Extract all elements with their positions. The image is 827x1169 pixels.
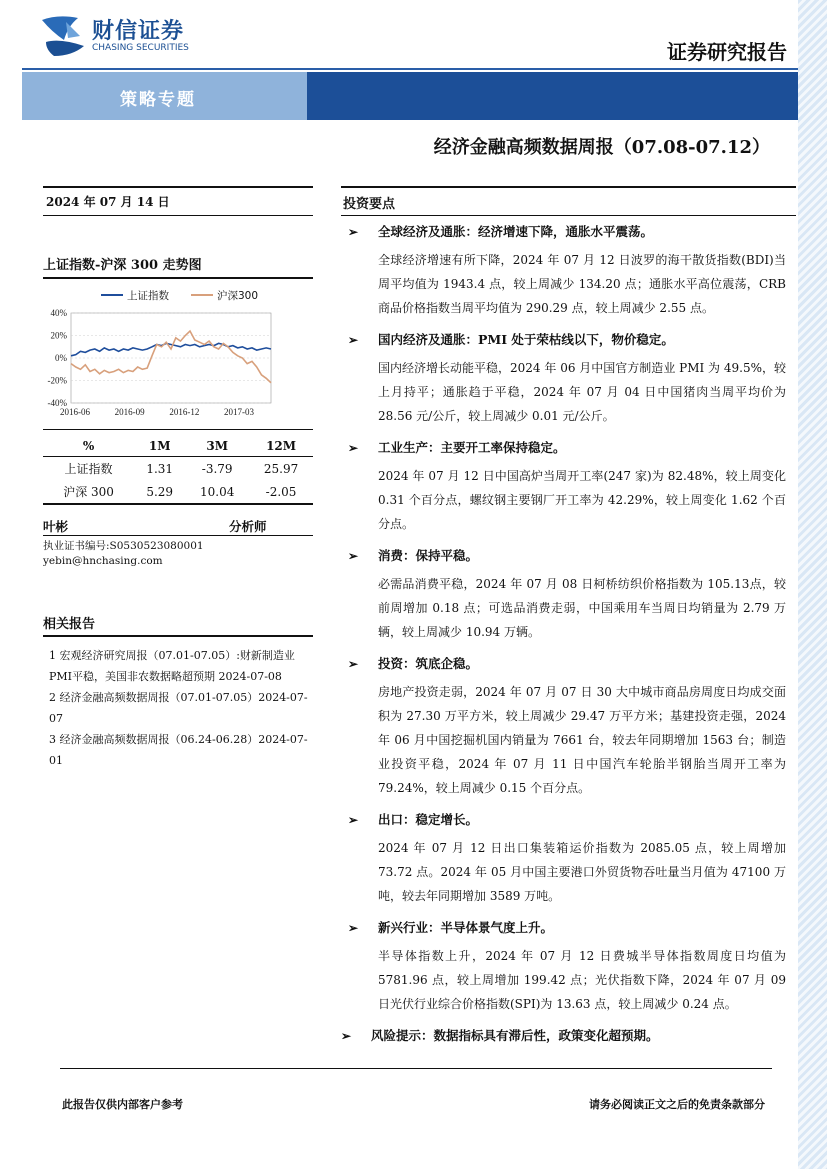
footer-disclaimer: 请务必阅读正文之后的免责条款部分	[589, 1098, 765, 1111]
key-point-body: 国内经济增长动能平稳，2024 年 06 月中国官方制造业 PMI 为 49.5%，较上月持平；通胀趋于平稳，2024 年 07 月 04 日中国猪肉当周平均价为 28.56 元/公斤，较上周减少 0.01 元/公斤。	[378, 361, 786, 423]
key-point	[341, 654, 796, 800]
risk-label: 风险提示：数据指标具有滞后性，政策变化超预期。	[371, 1028, 659, 1043]
y-tick-label: -20%	[47, 375, 67, 386]
table-header-cell: 1M	[148, 439, 171, 453]
x-tick-label: 2016-06	[60, 407, 90, 417]
logo-mark-icon	[38, 12, 88, 58]
table-header-cell: %	[82, 439, 95, 453]
key-point	[341, 222, 796, 320]
related-report-link[interactable]: 3 经济金融高频数据周报（06.24-06.28）2024-07-01	[49, 733, 308, 767]
key-point-heading: 消费：保持平稳。	[378, 548, 479, 563]
key-point-title	[341, 438, 796, 458]
key-point-heading: 出口：稳定增长。	[378, 812, 479, 827]
key-point-body: 必需品消费平稳，2024 年 07 月 08 日柯桥纺织价格指数为 105.13点，较前周增加 0.18 点；可选品消费走弱，中国乘用车当周日均销量为 2.79 万辆，较上周减少 10.94 万辆。	[378, 577, 786, 639]
left-sidebar	[43, 186, 313, 771]
arrow-bullet-icon: ➢	[348, 333, 359, 347]
key-point-title	[341, 222, 796, 242]
header-divider	[22, 68, 798, 70]
key-point-body: 全球经济增速有所下降，2024 年 07 月 12 日波罗的海干散货指数(BDI)当周平均值为 1943.4 点，较上周减少 134.20 点；通胀水平高位震荡，CRB 商品价格指数当周平均值为 290.29 点，较上周减少 2.55 点。	[378, 253, 786, 315]
table-cell: -3.79	[201, 461, 233, 476]
key-point-body: 2024 年 07 月 12 日出口集装箱运价指数为 2085.05 点，较上周增加 73.72 点。2024 年 05 月中国主要港口外贸货物吞吐量当月值为 47100 万吨，较去年同期增加 3589 万吨。	[378, 841, 786, 903]
performance-table	[43, 436, 313, 505]
related-reports-list	[43, 645, 313, 771]
key-point-title	[341, 918, 796, 938]
main-content	[341, 186, 796, 1046]
chart-title: 上证指数-沪深 300 走势图	[43, 258, 202, 273]
legend-label: 沪深300	[217, 290, 259, 302]
series-line	[71, 331, 271, 383]
key-point	[341, 546, 796, 644]
y-tick-label: 0%	[55, 353, 67, 363]
index-trend-chart	[43, 279, 313, 429]
arrow-bullet-icon: ➢	[348, 549, 359, 563]
related-report-link[interactable]: 1 宏观经济研究周报（07.01-07.05）:财新制造业PMI平稳，美国非农数据略超预期 2024-07-08	[49, 649, 295, 683]
banner-label: 策略专题	[120, 90, 196, 110]
arrow-bullet-icon: ➢	[348, 657, 359, 671]
x-tick-label: 2017-03	[224, 407, 254, 417]
y-tick-label: 20%	[50, 330, 67, 341]
key-point	[341, 330, 796, 428]
table-cell: 上证指数	[64, 462, 113, 476]
arrow-bullet-icon: ➢	[348, 813, 359, 827]
divider	[43, 535, 313, 536]
table-cell: 10.04	[200, 484, 235, 499]
key-point-heading: 全球经济及通胀：经济增速下降，通胀水平震荡。	[378, 224, 654, 239]
key-point-title	[341, 654, 796, 674]
footer-note: 此报告仅供内部客户参考	[62, 1098, 183, 1111]
report-date: 2024 年 07 月 14 日	[46, 195, 170, 209]
y-tick-label: 40%	[50, 308, 67, 318]
analyst-name: 叶彬	[43, 519, 69, 534]
table-cell: -2.05	[265, 484, 297, 499]
key-point-heading: 工业生产：主要开工率保持稳定。	[378, 440, 566, 455]
table-cell: 5.29	[146, 484, 174, 499]
key-point-heading: 投资：筑底企稳。	[378, 656, 479, 671]
table-row	[43, 457, 313, 481]
arrow-bullet-icon: ➢	[348, 921, 359, 935]
divider	[43, 215, 313, 216]
table-header-cell: 3M	[206, 439, 229, 453]
related-report-link[interactable]: 2 经济金融高频数据周报（07.01-07.05）2024-07-07	[49, 691, 308, 725]
banner-left-block	[22, 72, 307, 120]
section-heading: 投资要点	[343, 197, 396, 212]
divider	[341, 215, 796, 216]
category-banner	[22, 72, 798, 120]
key-point-title	[341, 546, 796, 566]
divider	[43, 429, 313, 430]
footer-divider	[60, 1068, 772, 1069]
table-header-cell: 12M	[266, 439, 297, 453]
legend-label: 上证指数	[127, 290, 169, 302]
key-point	[341, 810, 796, 908]
analyst-cert: 执业证书编号:S0530523080001	[43, 540, 204, 552]
trend-chart-svg	[43, 279, 313, 429]
x-tick-label: 2016-12	[169, 407, 200, 417]
related-reports-heading: 相关报告	[43, 617, 96, 632]
divider	[43, 635, 313, 637]
company-logo	[38, 12, 198, 60]
table-cell: 25.97	[263, 461, 299, 476]
logo-company-name: 财信证券	[92, 19, 185, 44]
risk-text	[341, 1026, 796, 1046]
analyst-role: 分析师	[229, 519, 267, 534]
arrow-bullet-icon: ➢	[348, 225, 359, 239]
key-point-heading: 国内经济及通胀：PMI 处于荣枯线以下，物价稳定。	[378, 332, 674, 347]
arrow-bullet-icon: ➢	[348, 441, 359, 455]
y-tick-label: -40%	[47, 398, 67, 408]
arrow-bullet-icon: ➢	[341, 1029, 352, 1043]
key-point-title	[341, 810, 796, 830]
key-point	[341, 438, 796, 536]
key-point-body: 半导体指数上升，2024 年 07 月 12 日费城半导体指数周度日均值为 5781.96 点，较上周增加 199.42 点；光伏指数下降，2024 年 07 月 09 日光伏行业综合价格指数(SPI)为 13.63 点，较上周减少 0.24 点。	[378, 949, 786, 1011]
analyst-header	[43, 517, 313, 535]
key-point	[341, 918, 796, 1016]
key-points-list	[341, 222, 796, 1016]
table-cell: 1.31	[146, 461, 174, 476]
table-cell: 沪深 300	[63, 485, 114, 499]
logo-company-name-en: CHASING SECURITIES	[92, 43, 189, 53]
x-tick-label: 2016-09	[114, 407, 145, 417]
table-header-row	[43, 436, 313, 457]
key-point-body: 2024 年 07 月 12 日中国高炉当周开工率(247 家)为 82.48%，较上周变化 0.31 个百分点，螺纹钢主要钢厂开工率为 42.29%，较上周变化 1.62 个百分点。	[378, 469, 786, 531]
key-point-heading: 新兴行业：半导体景气度上升。	[378, 920, 554, 935]
decorative-side-strip	[798, 0, 827, 1169]
key-point-title	[341, 330, 796, 350]
report-type: 证券研究报告	[667, 40, 787, 64]
analyst-email[interactable]: yebin@hnchasing.com	[43, 555, 163, 567]
table-row	[43, 480, 313, 504]
key-point-body: 房地产投资走弱，2024 年 07 月 07 日 30 大中城市商品房周度日均成交面积为 27.30 万平方米，较上周减少 29.47 万平方米；基建投资走强，2024 年 06 月中国挖掘机国内销量为 7661 台，较去年同期增加 1563 台；制造业投资平稳，2024 年 07 月 11 日中国汽车轮胎半钢胎当周开工率为 79.24%，较上周减少 0.15 个百分点。	[378, 685, 786, 795]
page-title: 经济金融高频数据周报（07.08-07.12）	[433, 137, 770, 158]
risk-point	[341, 1026, 796, 1046]
